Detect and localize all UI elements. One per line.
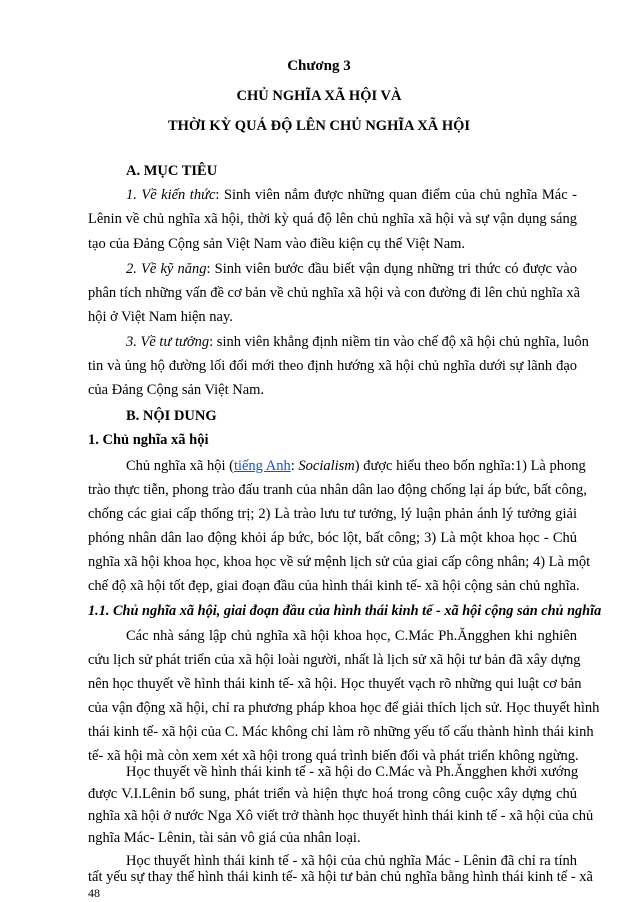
objective-knowledge-line2: Lênin về chủ nghĩa xã hội, thời kỳ quá độ lên chủ nghĩa xã hội và sự vận dụng sáng	[88, 211, 577, 227]
subsection-1-heading: 1. Chủ nghĩa xã hội	[88, 432, 209, 448]
section-b-heading: B. NỘI DUNG	[126, 408, 217, 424]
socialism-term: Socialism	[298, 458, 355, 474]
founders-paragraph-line1: Các nhà sáng lập chủ nghĩa xã hội khoa học, C.Mác Ph.Ăngghen khi nghiên	[126, 628, 577, 644]
objective-knowledge-label: 1. Về kiến thức	[126, 187, 216, 203]
theory-paragraph-line2: tất yếu sự thay thế hình thái kinh tế- xã hội tư bản chủ nghĩa bằng hình thái kinh tế - xã	[88, 869, 593, 885]
founders-paragraph-line3: nên học thuyết về hình thái kinh tế- xã hội. Học thuyết vạch rõ những qui luật cơ bản	[88, 676, 582, 692]
objective-skill-line1: 2. Về kỹ năng: Sinh viên bước đầu biết vận dụng những tri thức có được vào	[126, 261, 577, 277]
english-link[interactable]: tiếng Anh	[233, 458, 291, 474]
chapter-number: Chương 3	[287, 58, 351, 74]
socialism-definition-line4: phóng nhân dân lao động khỏi áp bức, bóc lột, bất công; 3) Là một khoa học - Chủ	[88, 530, 577, 546]
founders-paragraph-line5: thái kinh tế- xã hội của C. Mác không chỉ làm rõ những yếu tố cấu thành hình thái kinh	[88, 724, 594, 740]
objective-ideology-label: 3. Về tư tưởng	[126, 334, 210, 350]
socialism-definition-line6: chế độ xã hội tốt đẹp, giai đoạn đầu của hình thái kinh tế- xã hội cộng sản chủ nghĩa.	[88, 578, 580, 594]
lenin-paragraph-line2: được V.I.Lênin bổ sung, phát triển và hiện thực hoá trong công cuộc xây dựng chủ	[88, 786, 577, 802]
founders-paragraph-line2: cứu lịch sử phát triển của xã hội loài người, nhất là lịch sử xã hội tư bản đã xây dựng	[88, 652, 581, 668]
objective-knowledge-line3: tạo của Đảng Cộng sản Việt Nam vào điều kiện cụ thể Việt Nam.	[88, 236, 466, 252]
socialism-definition-line2: trào thực tiễn, phong trào đấu tranh của nhân dân lao động chống lại áp bức, bất công,	[88, 482, 587, 498]
objective-skill-line3: hội ở Việt Nam hiện nay.	[88, 309, 233, 325]
objective-knowledge-line1: 1. Về kiến thức: Sinh viên nắm được những quan điểm của chủ nghĩa Mác -	[126, 187, 577, 203]
objective-skill-label: 2. Về kỹ năng	[126, 261, 207, 277]
socialism-definition-line1: Chủ nghĩa xã hội (tiếng Anh: Socialism) được hiểu theo bốn nghĩa:1) Là phong	[126, 458, 586, 474]
chapter-title-line2: THỜI KỲ QUÁ ĐỘ LÊN CHỦ NGHĨA XÃ HỘI	[167, 118, 471, 134]
socialism-definition-line5: nghĩa xã hội khoa học, khoa học về sứ mệnh lịch sử của giai cấp công nhân; 4) Là một	[88, 554, 591, 570]
subsection-1-1-heading: 1.1. Chủ nghĩa xã hội, giai đoạn đầu của hình thái kinh tế - xã hội cộng sản chủ nghĩa	[88, 603, 602, 619]
objective-ideology-line3: của Đảng Cộng sản Việt Nam.	[88, 382, 265, 398]
founders-paragraph-line4: của vận động xã hội, chỉ ra phương pháp khoa học để giải thích lịch sử. Học thuyết hình	[88, 700, 600, 716]
theory-paragraph-line1: Học thuyết hình thái kinh tế - xã hội của chủ nghĩa Mác - Lênin đã chỉ ra tính	[126, 853, 577, 869]
objective-ideology-line1: 3. Về tư tưởng: sinh viên khẳng định niềm tin vào chế độ xã hội chủ nghĩa, luôn	[126, 334, 589, 350]
lenin-paragraph-line3: nghĩa xã hội ở nước Nga Xô viết trở thành học thuyết hình thái kinh tế - xã hội của chủ	[88, 808, 594, 824]
page-number: 48	[88, 886, 100, 900]
objective-skill-line2: phân tích những vấn đề cơ bản về chủ nghĩa xã hội và con đường đi lên chủ nghĩa xã	[88, 285, 581, 301]
founders-paragraph-line6: tế- xã hội mà còn xem xét xã hội trong quá trình biến đổi và phát triển không ngừng.	[88, 748, 579, 764]
lenin-paragraph-line4: nghĩa Mác- Lênin, tài sản vô giá của nhân loại.	[88, 830, 361, 846]
objective-ideology-line2: tin và ủng hộ đường lối đổi mới theo định hướng xã hội chủ nghĩa dưới sự lãnh đạo	[88, 358, 577, 374]
socialism-definition-line3: chống các giai cấp thống trị; 2) Là trào lưu tư tưởng, lý luận phản ánh lý tưởng giải	[88, 506, 577, 522]
section-a-heading: A. MỤC TIÊU	[126, 163, 218, 179]
chapter-title-line1: CHỦ NGHĨA XÃ HỘI VÀ	[236, 88, 402, 104]
lenin-paragraph-line1: Học thuyết về hình thái kinh tế - xã hội do C.Mác và Ph.Ăngghen khởi xướng	[126, 764, 579, 780]
